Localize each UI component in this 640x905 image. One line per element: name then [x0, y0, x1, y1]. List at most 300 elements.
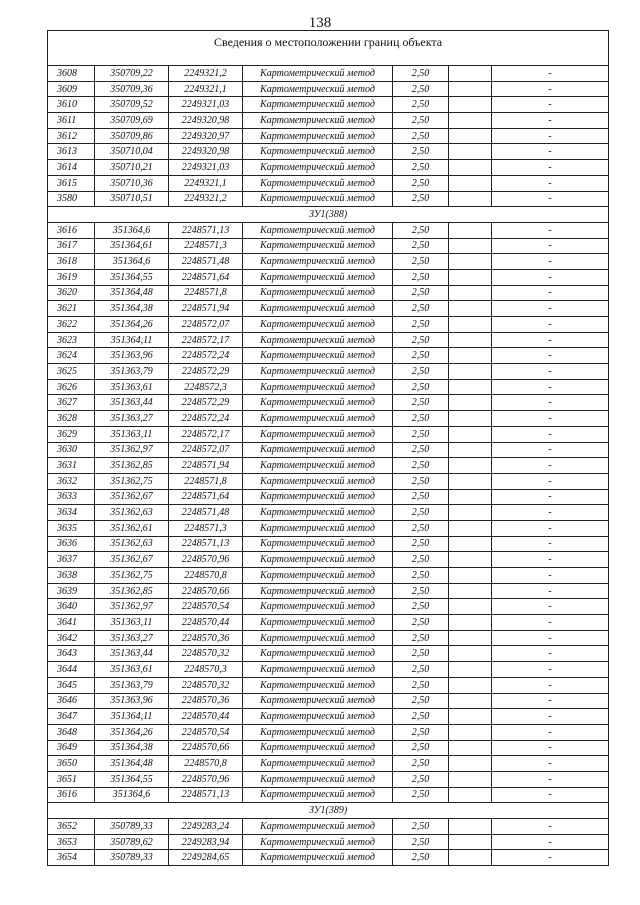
method-cell: Картометрический метод	[243, 834, 393, 850]
description-cell: -	[492, 128, 609, 144]
note-cell	[449, 458, 492, 474]
point-id-cell: 3643	[48, 646, 95, 662]
x-coordinate-cell: 351362,61	[95, 520, 169, 536]
note-cell	[449, 175, 492, 191]
y-coordinate-cell: 2248570,66	[169, 583, 243, 599]
y-coordinate-cell: 2249321,1	[169, 175, 243, 191]
note-cell	[449, 693, 492, 709]
method-cell: Картометрический метод	[243, 756, 393, 772]
accuracy-cell: 2,50	[393, 677, 449, 693]
description-cell: -	[492, 473, 609, 489]
table-row	[48, 411, 609, 427]
accuracy-cell: 2,50	[393, 536, 449, 552]
method-cell: Картометрический метод	[243, 442, 393, 458]
boundary-coordinates-table	[47, 30, 609, 866]
point-id-cell: 3651	[48, 771, 95, 787]
point-id-cell: 3652	[48, 819, 95, 835]
page-number: 138	[308, 15, 332, 31]
y-coordinate-cell: 2248570,8	[169, 568, 243, 584]
note-cell	[449, 709, 492, 725]
y-coordinate-cell: 2249321,03	[169, 160, 243, 176]
x-coordinate-cell: 351364,55	[95, 771, 169, 787]
y-coordinate-cell: 2248570,66	[169, 740, 243, 756]
method-cell: Картометрический метод	[243, 693, 393, 709]
y-coordinate-cell: 2248571,64	[169, 489, 243, 505]
table-row	[48, 646, 609, 662]
note-cell	[449, 128, 492, 144]
accuracy-cell: 2,50	[393, 709, 449, 725]
table-row	[48, 599, 609, 615]
description-cell: -	[492, 426, 609, 442]
table-row	[48, 520, 609, 536]
table-row	[48, 254, 609, 270]
accuracy-cell: 2,50	[393, 819, 449, 835]
description-cell: -	[492, 364, 609, 380]
table-row	[48, 787, 609, 803]
accuracy-cell: 2,50	[393, 160, 449, 176]
note-cell	[449, 583, 492, 599]
method-cell: Картометрический метод	[243, 160, 393, 176]
point-id-cell: 3628	[48, 411, 95, 427]
accuracy-cell: 2,50	[393, 66, 449, 82]
y-coordinate-cell: 2248570,96	[169, 771, 243, 787]
x-coordinate-cell: 351362,97	[95, 442, 169, 458]
description-cell: -	[492, 819, 609, 835]
point-id-cell: 3650	[48, 756, 95, 772]
method-cell: Картометрический метод	[243, 771, 393, 787]
method-cell: Картометрический метод	[243, 630, 393, 646]
x-coordinate-cell: 350709,52	[95, 97, 169, 113]
accuracy-cell: 2,50	[393, 850, 449, 866]
accuracy-cell: 2,50	[393, 505, 449, 521]
table-row	[48, 222, 609, 238]
section-label: ЗУ1(389)	[48, 803, 609, 819]
y-coordinate-cell: 2249320,97	[169, 128, 243, 144]
y-coordinate-cell: 2249283,24	[169, 819, 243, 835]
note-cell	[449, 348, 492, 364]
point-id-cell: 3623	[48, 332, 95, 348]
note-cell	[449, 113, 492, 129]
point-id-cell: 3640	[48, 599, 95, 615]
x-coordinate-cell: 350709,69	[95, 113, 169, 129]
method-cell: Картометрический метод	[243, 568, 393, 584]
method-cell: Картометрический метод	[243, 615, 393, 631]
x-coordinate-cell: 350709,36	[95, 81, 169, 97]
point-id-cell: 3618	[48, 254, 95, 270]
point-id-cell: 3649	[48, 740, 95, 756]
table-row	[48, 285, 609, 301]
method-cell: Картометрический метод	[243, 222, 393, 238]
x-coordinate-cell: 351362,75	[95, 568, 169, 584]
x-coordinate-cell: 351364,11	[95, 709, 169, 725]
description-cell: -	[492, 489, 609, 505]
note-cell	[449, 740, 492, 756]
method-cell: Картометрический метод	[243, 646, 393, 662]
method-cell: Картометрический метод	[243, 332, 393, 348]
point-id-cell: 3615	[48, 175, 95, 191]
point-id-cell: 3648	[48, 724, 95, 740]
note-cell	[449, 677, 492, 693]
x-coordinate-cell: 351364,11	[95, 332, 169, 348]
y-coordinate-cell: 2248571,8	[169, 473, 243, 489]
note-cell	[449, 473, 492, 489]
y-coordinate-cell: 2248571,64	[169, 269, 243, 285]
note-cell	[449, 850, 492, 866]
y-coordinate-cell: 2248572,24	[169, 348, 243, 364]
accuracy-cell: 2,50	[393, 630, 449, 646]
table-row	[48, 552, 609, 568]
y-coordinate-cell: 2248572,3	[169, 379, 243, 395]
x-coordinate-cell: 351363,11	[95, 426, 169, 442]
y-coordinate-cell: 2249321,1	[169, 81, 243, 97]
note-cell	[449, 662, 492, 678]
x-coordinate-cell: 351363,96	[95, 348, 169, 364]
x-coordinate-cell: 351362,85	[95, 583, 169, 599]
y-coordinate-cell: 2248572,07	[169, 442, 243, 458]
accuracy-cell: 2,50	[393, 756, 449, 772]
y-coordinate-cell: 2248570,54	[169, 599, 243, 615]
accuracy-cell: 2,50	[393, 787, 449, 803]
point-id-cell: 3626	[48, 379, 95, 395]
method-cell: Картометрический метод	[243, 364, 393, 380]
table-row	[48, 740, 609, 756]
method-cell: Картометрический метод	[243, 348, 393, 364]
x-coordinate-cell: 350710,36	[95, 175, 169, 191]
y-coordinate-cell: 2248571,94	[169, 458, 243, 474]
x-coordinate-cell: 351363,27	[95, 630, 169, 646]
y-coordinate-cell: 2248572,24	[169, 411, 243, 427]
accuracy-cell: 2,50	[393, 724, 449, 740]
description-cell: -	[492, 379, 609, 395]
y-coordinate-cell: 2248571,3	[169, 238, 243, 254]
method-cell: Картометрический метод	[243, 787, 393, 803]
method-cell: Картометрический метод	[243, 740, 393, 756]
note-cell	[449, 254, 492, 270]
table-row	[48, 191, 609, 207]
x-coordinate-cell: 350789,33	[95, 850, 169, 866]
point-id-cell: 3610	[48, 97, 95, 113]
table-row	[48, 113, 609, 129]
x-coordinate-cell: 351364,26	[95, 724, 169, 740]
accuracy-cell: 2,50	[393, 128, 449, 144]
point-id-cell: 3653	[48, 834, 95, 850]
table-row	[48, 442, 609, 458]
note-cell	[449, 411, 492, 427]
note-cell	[449, 222, 492, 238]
accuracy-cell: 2,50	[393, 426, 449, 442]
method-cell: Картометрический метод	[243, 489, 393, 505]
point-id-cell: 3627	[48, 395, 95, 411]
note-cell	[449, 568, 492, 584]
accuracy-cell: 2,50	[393, 191, 449, 207]
note-cell	[449, 364, 492, 380]
method-cell: Картометрический метод	[243, 113, 393, 129]
accuracy-cell: 2,50	[393, 646, 449, 662]
accuracy-cell: 2,50	[393, 458, 449, 474]
y-coordinate-cell: 2248572,17	[169, 426, 243, 442]
table-row	[48, 395, 609, 411]
table-row	[48, 81, 609, 97]
description-cell: -	[492, 662, 609, 678]
table-row	[48, 144, 609, 160]
y-coordinate-cell: 2248571,3	[169, 520, 243, 536]
point-id-cell: 3608	[48, 66, 95, 82]
method-cell: Картометрический метод	[243, 317, 393, 333]
point-id-cell: 3620	[48, 285, 95, 301]
method-cell: Картометрический метод	[243, 458, 393, 474]
table-row	[48, 677, 609, 693]
accuracy-cell: 2,50	[393, 473, 449, 489]
point-id-cell: 3632	[48, 473, 95, 489]
description-cell: -	[492, 160, 609, 176]
x-coordinate-cell: 351362,63	[95, 505, 169, 521]
description-cell: -	[492, 709, 609, 725]
point-id-cell: 3622	[48, 317, 95, 333]
accuracy-cell: 2,50	[393, 552, 449, 568]
table-row	[48, 489, 609, 505]
description-cell: -	[492, 301, 609, 317]
accuracy-cell: 2,50	[393, 81, 449, 97]
method-cell: Картометрический метод	[243, 819, 393, 835]
x-coordinate-cell: 350710,21	[95, 160, 169, 176]
method-cell: Картометрический метод	[243, 724, 393, 740]
note-cell	[449, 81, 492, 97]
note-cell	[449, 301, 492, 317]
x-coordinate-cell: 351363,27	[95, 411, 169, 427]
method-cell: Картометрический метод	[243, 395, 393, 411]
table-row	[48, 348, 609, 364]
x-coordinate-cell: 351364,6	[95, 787, 169, 803]
x-coordinate-cell: 350709,22	[95, 66, 169, 82]
point-id-cell: 3641	[48, 615, 95, 631]
table-row	[48, 473, 609, 489]
table-row	[48, 128, 609, 144]
description-cell: -	[492, 771, 609, 787]
y-coordinate-cell: 2248572,29	[169, 395, 243, 411]
method-cell: Картометрический метод	[243, 599, 393, 615]
x-coordinate-cell: 351363,61	[95, 379, 169, 395]
accuracy-cell: 2,50	[393, 693, 449, 709]
y-coordinate-cell: 2248570,36	[169, 693, 243, 709]
note-cell	[449, 771, 492, 787]
point-id-cell: 3580	[48, 191, 95, 207]
table-row	[48, 66, 609, 82]
table-row	[48, 238, 609, 254]
description-cell: -	[492, 66, 609, 82]
accuracy-cell: 2,50	[393, 395, 449, 411]
description-cell: -	[492, 583, 609, 599]
description-cell: -	[492, 693, 609, 709]
x-coordinate-cell: 350789,33	[95, 819, 169, 835]
point-id-cell: 3621	[48, 301, 95, 317]
table-row	[48, 458, 609, 474]
method-cell: Картометрический метод	[243, 285, 393, 301]
point-id-cell: 3638	[48, 568, 95, 584]
table-row	[48, 301, 609, 317]
accuracy-cell: 2,50	[393, 568, 449, 584]
x-coordinate-cell: 350710,51	[95, 191, 169, 207]
point-id-cell: 3647	[48, 709, 95, 725]
accuracy-cell: 2,50	[393, 583, 449, 599]
note-cell	[449, 269, 492, 285]
point-id-cell: 3613	[48, 144, 95, 160]
description-cell: -	[492, 317, 609, 333]
note-cell	[449, 819, 492, 835]
description-cell: -	[492, 113, 609, 129]
description-cell: -	[492, 740, 609, 756]
table-row	[48, 615, 609, 631]
description-cell: -	[492, 850, 609, 866]
description-cell: -	[492, 411, 609, 427]
point-id-cell: 3639	[48, 583, 95, 599]
method-cell: Картометрический метод	[243, 97, 393, 113]
table-row	[48, 269, 609, 285]
method-cell: Картометрический метод	[243, 520, 393, 536]
point-id-cell: 3644	[48, 662, 95, 678]
note-cell	[449, 442, 492, 458]
point-id-cell: 3609	[48, 81, 95, 97]
x-coordinate-cell: 351363,44	[95, 646, 169, 662]
note-cell	[449, 646, 492, 662]
description-cell: -	[492, 505, 609, 521]
method-cell: Картометрический метод	[243, 175, 393, 191]
table-body	[48, 31, 609, 866]
point-id-cell: 3611	[48, 113, 95, 129]
y-coordinate-cell: 2248570,36	[169, 630, 243, 646]
point-id-cell: 3624	[48, 348, 95, 364]
method-cell: Картометрический метод	[243, 379, 393, 395]
x-coordinate-cell: 351363,61	[95, 662, 169, 678]
table-row	[48, 756, 609, 772]
description-cell: -	[492, 724, 609, 740]
note-cell	[449, 191, 492, 207]
x-coordinate-cell: 351362,85	[95, 458, 169, 474]
table-row	[48, 834, 609, 850]
description-cell: -	[492, 442, 609, 458]
table-row	[48, 693, 609, 709]
method-cell: Картометрический метод	[243, 850, 393, 866]
section-header-row	[48, 207, 609, 223]
point-id-cell: 3612	[48, 128, 95, 144]
note-cell	[449, 144, 492, 160]
x-coordinate-cell: 351362,63	[95, 536, 169, 552]
x-coordinate-cell: 351363,44	[95, 395, 169, 411]
description-cell: -	[492, 536, 609, 552]
method-cell: Картометрический метод	[243, 552, 393, 568]
point-id-cell: 3645	[48, 677, 95, 693]
point-id-cell: 3642	[48, 630, 95, 646]
description-cell: -	[492, 568, 609, 584]
method-cell: Картометрический метод	[243, 583, 393, 599]
note-cell	[449, 426, 492, 442]
y-coordinate-cell: 2249321,03	[169, 97, 243, 113]
note-cell	[449, 520, 492, 536]
accuracy-cell: 2,50	[393, 411, 449, 427]
x-coordinate-cell: 351364,38	[95, 740, 169, 756]
method-cell: Картометрический метод	[243, 144, 393, 160]
y-coordinate-cell: 2249284,65	[169, 850, 243, 866]
accuracy-cell: 2,50	[393, 834, 449, 850]
y-coordinate-cell: 2248571,13	[169, 536, 243, 552]
accuracy-cell: 2,50	[393, 599, 449, 615]
section-header-row	[48, 803, 609, 819]
note-cell	[449, 505, 492, 521]
y-coordinate-cell: 2248571,13	[169, 787, 243, 803]
method-cell: Картометрический метод	[243, 505, 393, 521]
accuracy-cell: 2,50	[393, 662, 449, 678]
accuracy-cell: 2,50	[393, 317, 449, 333]
description-cell: -	[492, 81, 609, 97]
x-coordinate-cell: 351364,48	[95, 756, 169, 772]
accuracy-cell: 2,50	[393, 254, 449, 270]
accuracy-cell: 2,50	[393, 615, 449, 631]
point-id-cell: 3634	[48, 505, 95, 521]
description-cell: -	[492, 395, 609, 411]
accuracy-cell: 2,50	[393, 222, 449, 238]
accuracy-cell: 2,50	[393, 175, 449, 191]
method-cell: Картометрический метод	[243, 677, 393, 693]
note-cell	[449, 630, 492, 646]
table-header-row	[48, 31, 609, 66]
point-id-cell: 3635	[48, 520, 95, 536]
accuracy-cell: 2,50	[393, 113, 449, 129]
description-cell: -	[492, 238, 609, 254]
y-coordinate-cell: 2248570,96	[169, 552, 243, 568]
description-cell: -	[492, 254, 609, 270]
x-coordinate-cell: 351364,6	[95, 222, 169, 238]
y-coordinate-cell: 2248571,8	[169, 285, 243, 301]
table-title: Сведения о местоположении границ объекта	[48, 31, 609, 66]
y-coordinate-cell: 2248572,07	[169, 317, 243, 333]
table-row	[48, 160, 609, 176]
description-cell: -	[492, 646, 609, 662]
method-cell: Картометрический метод	[243, 269, 393, 285]
note-cell	[449, 285, 492, 301]
table-row	[48, 97, 609, 113]
note-cell	[449, 379, 492, 395]
method-cell: Картометрический метод	[243, 662, 393, 678]
point-id-cell: 3619	[48, 269, 95, 285]
note-cell	[449, 160, 492, 176]
note-cell	[449, 489, 492, 505]
point-id-cell: 3654	[48, 850, 95, 866]
note-cell	[449, 787, 492, 803]
table-row	[48, 505, 609, 521]
x-coordinate-cell: 351364,26	[95, 317, 169, 333]
table-row	[48, 379, 609, 395]
y-coordinate-cell: 2248571,94	[169, 301, 243, 317]
description-cell: -	[492, 348, 609, 364]
table-row	[48, 426, 609, 442]
point-id-cell: 3633	[48, 489, 95, 505]
y-coordinate-cell: 2248571,48	[169, 254, 243, 270]
table-row	[48, 364, 609, 380]
description-cell: -	[492, 677, 609, 693]
method-cell: Картометрический метод	[243, 191, 393, 207]
table-row	[48, 662, 609, 678]
point-id-cell: 3630	[48, 442, 95, 458]
x-coordinate-cell: 350789,62	[95, 834, 169, 850]
accuracy-cell: 2,50	[393, 442, 449, 458]
note-cell	[449, 238, 492, 254]
x-coordinate-cell: 350710,04	[95, 144, 169, 160]
point-id-cell: 3616	[48, 222, 95, 238]
note-cell	[449, 756, 492, 772]
method-cell: Картометрический метод	[243, 473, 393, 489]
x-coordinate-cell: 351362,97	[95, 599, 169, 615]
x-coordinate-cell: 351364,38	[95, 301, 169, 317]
y-coordinate-cell: 2248571,13	[169, 222, 243, 238]
